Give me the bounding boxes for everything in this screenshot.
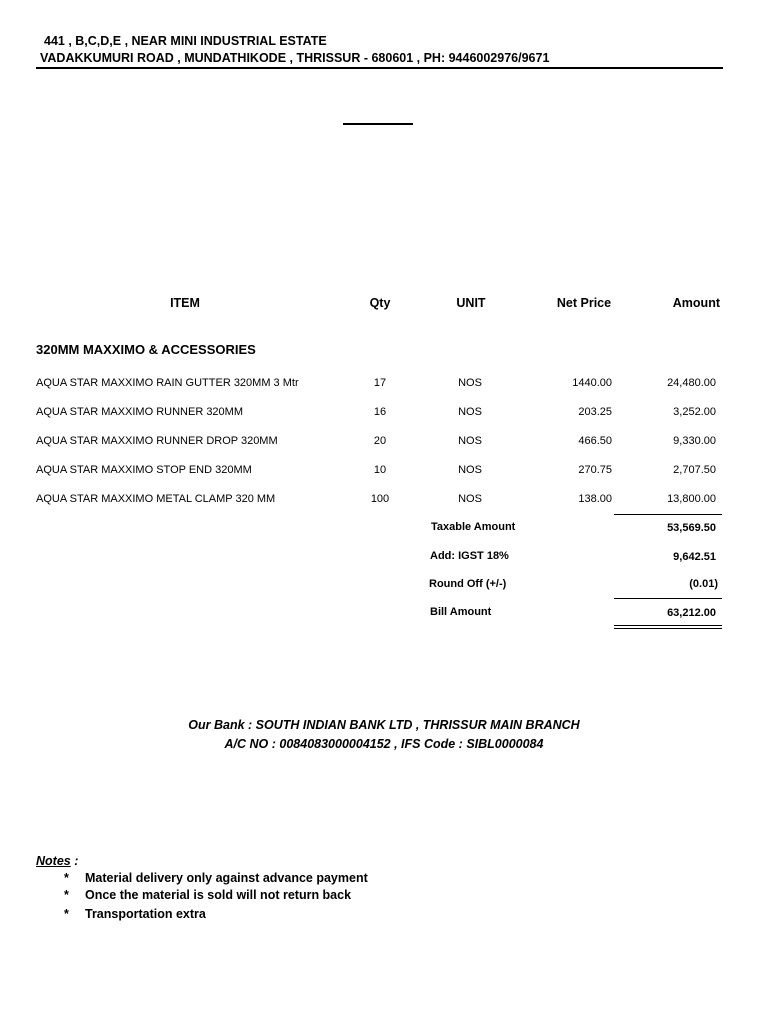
total-rule [614, 598, 722, 599]
notes-heading [36, 852, 78, 870]
row-net-price: 270.75 [578, 464, 612, 476]
note-bullet: * [64, 888, 69, 902]
row-item: AQUA STAR MAXXIMO RUNNER DROP 320MM [36, 435, 278, 447]
row-net-price: 138.00 [578, 493, 612, 505]
row-amount: 13,800.00 [667, 493, 716, 505]
row-amount: 9,330.00 [673, 435, 716, 447]
note-item: Transportation extra [85, 907, 206, 921]
row-qty: 10 [373, 464, 387, 476]
column-header-net-price: Net Price [556, 296, 612, 310]
row-qty: 100 [370, 493, 390, 505]
igst-value: 9,642.51 [673, 551, 716, 563]
row-qty: 17 [373, 377, 387, 389]
note-bullet: * [64, 907, 69, 921]
notes-colon: : [70, 854, 79, 868]
bank-account: A/C NO : 0084083000004152 , IFS Code : SIBL0000084 [224, 737, 544, 751]
subtotal-rule [614, 514, 722, 515]
column-header-unit: UNIT [456, 296, 486, 310]
note-item: Once the material is sold will not return back [85, 888, 352, 902]
taxable-amount-label: Taxable Amount [431, 521, 516, 533]
double-rule-bottom [614, 628, 722, 629]
address-line-1: 441 , B,C,D,E , NEAR MINI INDUSTRIAL ESTATE [44, 34, 327, 48]
row-unit: NOS [458, 435, 482, 447]
row-unit: NOS [458, 377, 482, 389]
row-item: AQUA STAR MAXXIMO STOP END 320MM [36, 464, 252, 476]
double-rule-top [614, 625, 722, 626]
header-rule [36, 67, 723, 69]
row-qty: 16 [373, 406, 387, 418]
column-header-item: ITEM [170, 296, 200, 310]
row-net-price: 1440.00 [572, 377, 612, 389]
row-net-price: 203.25 [578, 406, 612, 418]
bill-amount-value: 63,212.00 [667, 607, 716, 619]
row-item: AQUA STAR MAXXIMO RAIN GUTTER 320MM 3 Mtr [36, 377, 299, 389]
column-header-amount: Amount [672, 296, 720, 310]
section-title: 320MM MAXXIMO & ACCESSORIES [36, 342, 256, 357]
bill-amount-label: Bill Amount [430, 606, 492, 618]
address-line-2: VADAKKUMURI ROAD , MUNDATHIKODE , THRISSUR - 680601 , PH: 9446002976/9671 [40, 51, 550, 65]
note-bullet: * [64, 871, 69, 885]
column-header-qty: Qty [369, 296, 391, 310]
row-unit: NOS [458, 464, 482, 476]
row-unit: NOS [458, 493, 482, 505]
row-amount: 3,252.00 [673, 406, 716, 418]
note-item: Material delivery only against advance payment [85, 871, 368, 885]
row-net-price: 466.50 [578, 435, 612, 447]
row-amount: 24,480.00 [667, 377, 716, 389]
row-amount: 2,707.50 [673, 464, 716, 476]
row-item: AQUA STAR MAXXIMO RUNNER 320MM [36, 406, 243, 418]
round-off-label: Round Off (+/-) [429, 578, 507, 590]
notes-title: Notes [36, 854, 71, 868]
title-underline [343, 123, 413, 125]
row-unit: NOS [458, 406, 482, 418]
taxable-amount-value: 53,569.50 [667, 522, 716, 534]
bank-name: Our Bank : SOUTH INDIAN BANK LTD , THRISSUR MAIN BRANCH [188, 718, 580, 732]
row-qty: 20 [373, 435, 387, 447]
igst-label: Add: IGST 18% [430, 550, 509, 562]
row-item: AQUA STAR MAXXIMO METAL CLAMP 320 MM [36, 493, 276, 505]
round-off-value: (0.01) [689, 578, 718, 590]
